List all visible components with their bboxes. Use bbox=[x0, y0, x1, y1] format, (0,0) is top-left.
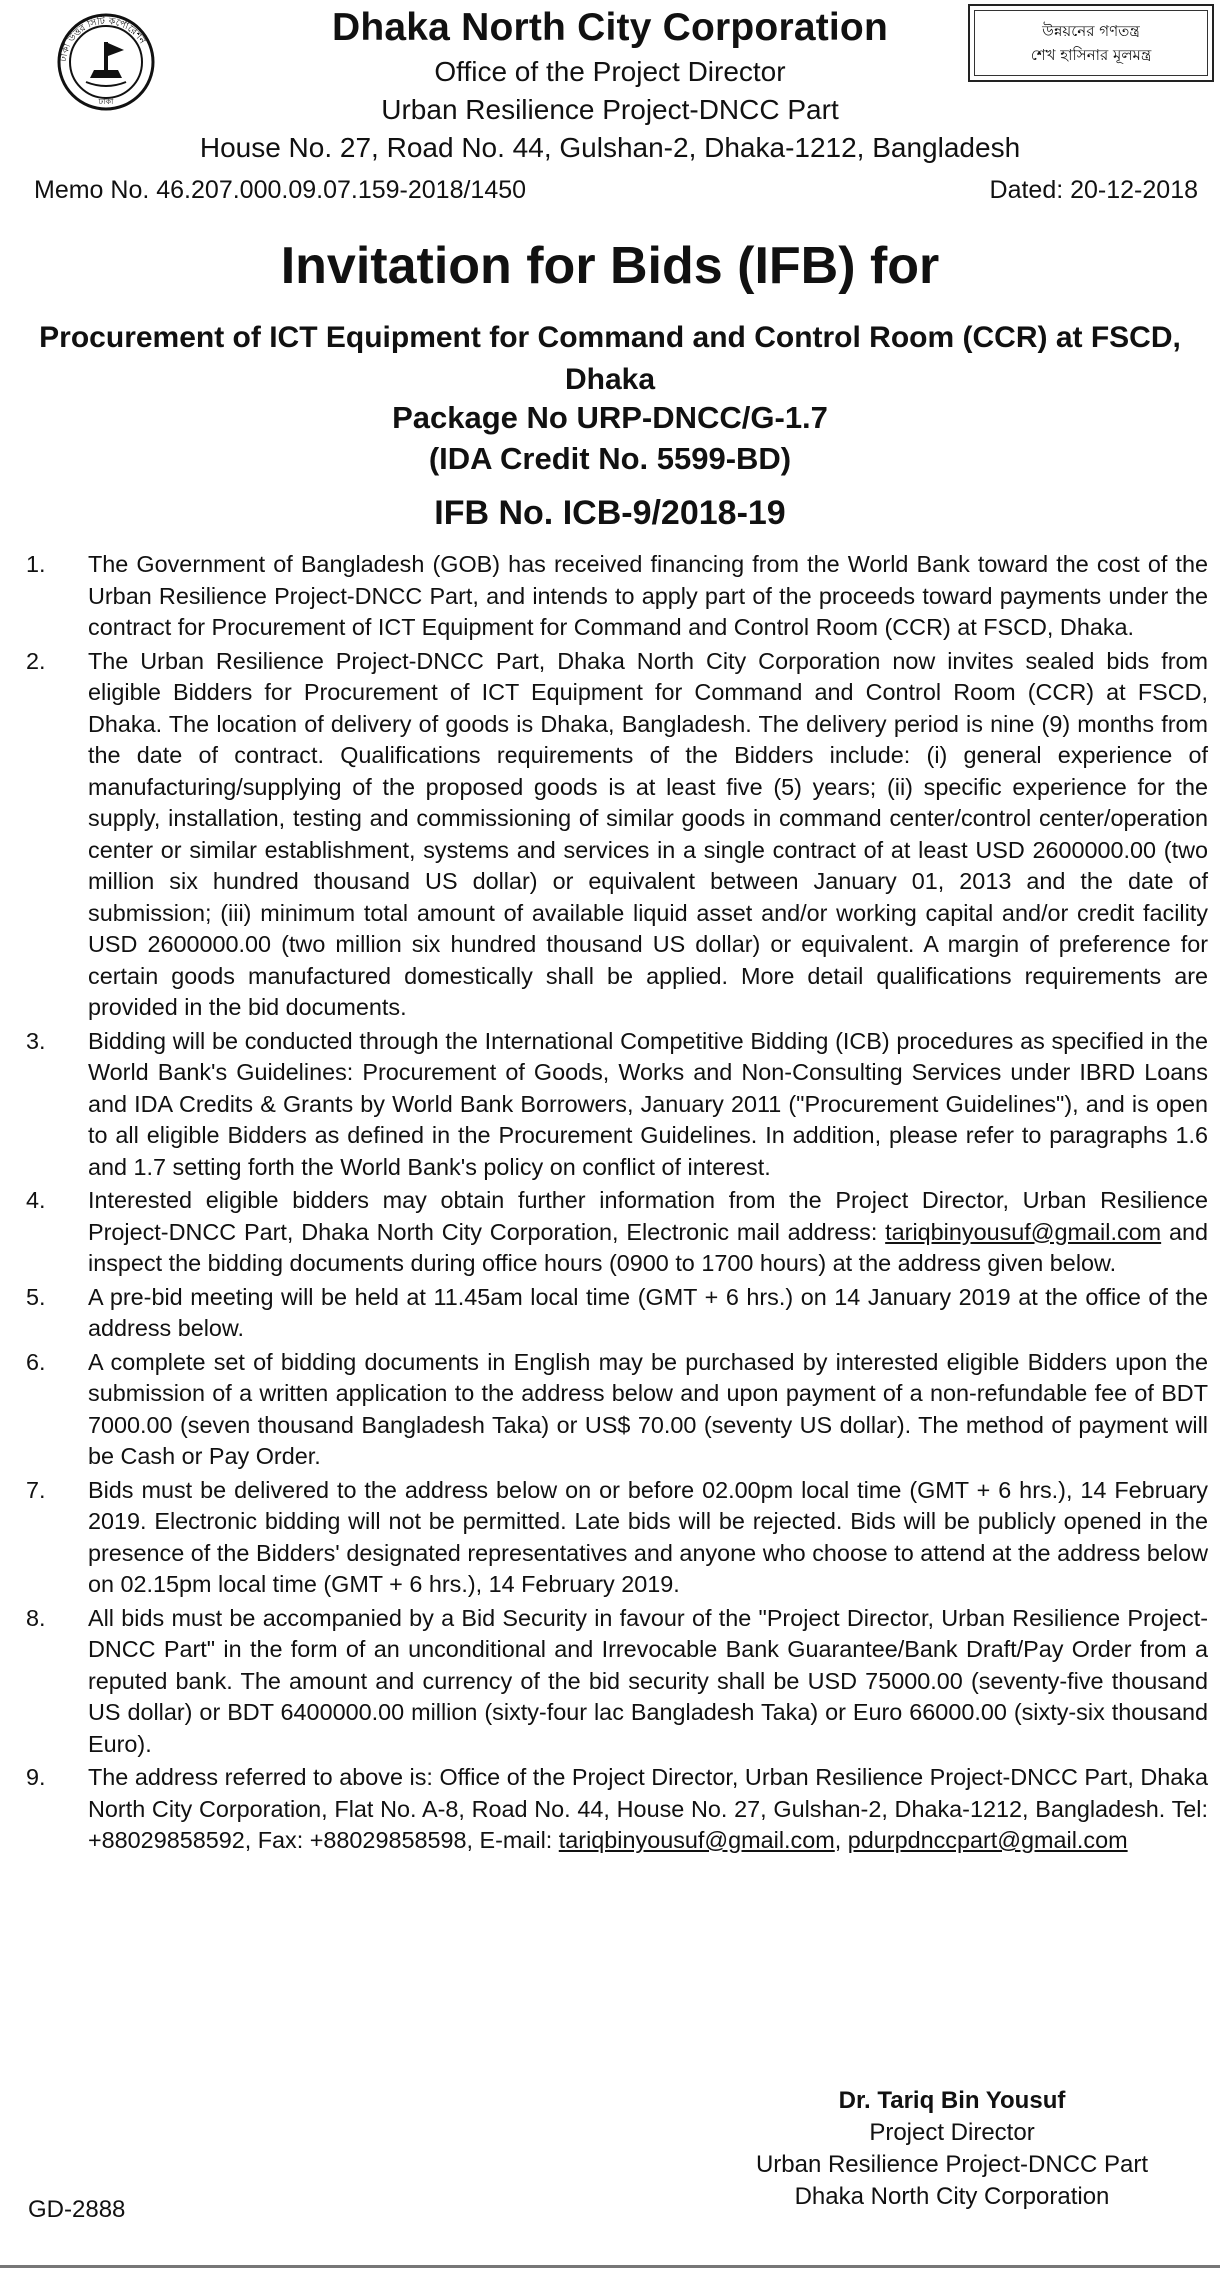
clause-number: 5. bbox=[26, 1283, 46, 1310]
clause-1 bbox=[22, 549, 1208, 644]
email-link-2[interactable]: pdurpdnccpart@gmail.com bbox=[847, 1827, 1128, 1853]
office-line: Office of the Project Director bbox=[434, 56, 786, 87]
clause-text: A complete set of bidding documents in English may be purchased by interested eligible Bidders upon the submission of a written application to the address below and upon payment of a non-refundable fee of BDT 7000.00 (seven thousand Bangladesh Taka) or US$ 70.00 (seventy US dollar). The method of payment will be Cash or Pay Order. bbox=[88, 1348, 1208, 1469]
clause-4 bbox=[22, 1185, 1208, 1280]
clause-number: 9. bbox=[26, 1764, 46, 1790]
procurement-subject bbox=[30, 317, 1190, 401]
clauses-list bbox=[22, 549, 1208, 1859]
slogan-line-2: শেখ হাসিনার মূলমন্ত্র bbox=[1030, 46, 1152, 64]
credit-number: (IDA Credit No. 5599-BD) bbox=[428, 441, 792, 476]
dated: Dated: 20-12-2018 bbox=[989, 176, 1198, 204]
bottom-divider bbox=[0, 2265, 1220, 2268]
clause-text: All bids must be accompanied by a Bid Security in favour of the "Project Director, Urban Resilience Project-DNCC Part" in the form of an unconditional and Irrevocable Bank Guarantee/Bank Draft/Pay Order from a reputed bank. The amount and currency of the bid security shall be USD 75000.00 (seventy-five thousand US dollar) or BDT 6400000.00 million (sixty-four lac Bangladesh Taka) or Euro 66000.00 (sixty-six thousand Euro). bbox=[88, 1604, 1208, 1757]
signatory-project: Urban Resilience Project-DNCC Part bbox=[755, 2151, 1149, 2178]
notice-title: Invitation for Bids (IFB) for bbox=[280, 237, 940, 295]
clause-text: Bids must be delivered to the address below on or before 02.00pm local time (GMT + 6 hrs.), 14 February 2019. Electronic bidding will not be permitted. Late bids will be rejected. Bids will be publicly opened in the presence of the Bidders' designated representatives and anyone who choose to attend at the address below on 02.15pm local time (GMT + 6 hrs.), 14 February 2019. bbox=[88, 1476, 1208, 1597]
clause-text: The address referred to above is: Office of the Project Director, Urban Resilience Project-DNCC Part, Dhaka North City Corporation, Flat No. A-8, Road No. 44, House No. 27, Gulshan-2, Dhaka-1212, Bangladesh. Tel: +88029858592, Fax: +88029858598, E-mail: bbox=[88, 1764, 1208, 1853]
clause-2 bbox=[22, 646, 1208, 1024]
clause-text: The Urban Resilience Project-DNCC Part, Dhaka North City Corporation now invites sealed bids from eligible Bidders for Procurement of ICT Equipment for Command and Control Room (CCR) at FSCD, Dhaka. The location of delivery of goods is Dhaka, Bangladesh. The delivery period is nine (9) months from the date of contract. Qualifications requirements of the Bidders include: (i) general experience of manufacturing/supplying of the proposed goods is at least five (5) years; (ii) specific experience for the supply, installation, testing and commissioning of similar goods in command center/control center/operation center or similar establishment, systems and services in a single contract of at least USD 2600000.00 (two million six hundred thousand US dollar) or equivalent between January 01, 2013 and the date of submission; (iii) minimum total amount of available liquid asset and/or working capital and/or credit facility USD 2600000.00 (two million six hundred thousand US dollar) or equivalent. A margin of preference for certain goods manufactured domestically shall be applied. More detail qualifications requirements are provided in the bid documents. bbox=[88, 647, 1208, 1020]
slogan-box bbox=[968, 4, 1214, 82]
clause-number: 3. bbox=[26, 1027, 46, 1054]
clause-9 bbox=[22, 1762, 1208, 1857]
org-name: Dhaka North City Corporation bbox=[332, 6, 888, 49]
clause-7 bbox=[22, 1475, 1208, 1601]
clause-8 bbox=[22, 1603, 1208, 1761]
subject-line-2: Dhaka bbox=[564, 363, 656, 396]
signatory-name: Dr. Tariq Bin Yousuf bbox=[838, 2087, 1066, 2114]
clause-text: Bidding will be conducted through the International Competitive Bidding (ICB) procedures as specified in the World Bank's Guidelines: Procurement of Goods, Works and Non-Consulting Services under IBRD Loans and IDA Credits & Grants by World Bank Borrowers, January 2011 ("Procurement Guidelines"), and is open to all eligible Bidders as defined in the Procurement Guidelines. In addition, please refer to paragraphs 1.6 and 1.7 setting forth the World Bank's policy on conflict of interest. bbox=[88, 1027, 1208, 1180]
logo-bottom-text: ঢাকা bbox=[98, 97, 114, 106]
clause-number: 2. bbox=[26, 647, 46, 674]
clause-text: A pre-bid meeting will be held at 11.45am local time (GMT + 6 hrs.) on 14 January 2019 at the office of the address below. bbox=[88, 1283, 1208, 1341]
gd-number: GD-2888 bbox=[28, 2196, 126, 2223]
clause-number: 8. bbox=[26, 1604, 46, 1631]
subject-line-1: Procurement of ICT Equipment for Command and Control Room (CCR) at FSCD, bbox=[39, 321, 1181, 354]
email-link[interactable]: tariqbinyousuf@gmail.com bbox=[558, 1827, 835, 1853]
package-number: Package No URP-DNCC/G-1.7 bbox=[392, 400, 828, 435]
signatory-org: Dhaka North City Corporation bbox=[794, 2183, 1110, 2210]
clause-text: and inspect the bidding documents during office hours (0900 to 1700 hours) at the address given below. bbox=[88, 1218, 1209, 1276]
logo-ring-text: ঢাকা উত্তর সিটি কর্পোরেশন bbox=[57, 15, 148, 63]
clause-number: 1. bbox=[26, 551, 46, 577]
clause-6 bbox=[22, 1347, 1208, 1473]
clause-text: Interested eligible bidders may obtain further information from the Project Director, Urban Resilience Project-DNCC Part, Dhaka North City Corporation, Electronic mail address: bbox=[88, 1187, 1208, 1245]
clause-number: 4. bbox=[26, 1187, 46, 1213]
clause-5 bbox=[22, 1282, 1208, 1345]
memo-number: Memo No. 46.207.000.09.07.159-2018/1450 bbox=[34, 176, 527, 204]
signature-block bbox=[732, 2085, 1172, 2213]
email-link[interactable]: tariqbinyousuf@gmail.com bbox=[885, 1218, 1162, 1245]
slogan-line-1: উন্নয়নের গণতন্ত্র bbox=[1042, 22, 1140, 40]
project-line: Urban Resilience Project-DNCC Part bbox=[381, 94, 839, 125]
ifb-number: IFB No. ICB-9/2018-19 bbox=[434, 494, 786, 532]
clause-3 bbox=[22, 1026, 1208, 1184]
clause-text: , bbox=[834, 1827, 848, 1853]
clause-text: The Government of Bangladesh (GOB) has received financing from the World Bank toward the cost of the Urban Resilience Project-DNCC Part, and intends to apply part of the proceeds toward payments under the contract for Procurement of ICT Equipment for Command and Control Room (CCR) at FSCD, Dhaka. bbox=[88, 551, 1208, 640]
clause-number: 6. bbox=[26, 1348, 46, 1375]
clause-number: 7. bbox=[26, 1476, 46, 1503]
signatory-designation: Project Director bbox=[869, 2119, 1035, 2146]
address-line: House No. 27, Road No. 44, Gulshan-2, Dhaka-1212, Bangladesh bbox=[199, 132, 1021, 163]
